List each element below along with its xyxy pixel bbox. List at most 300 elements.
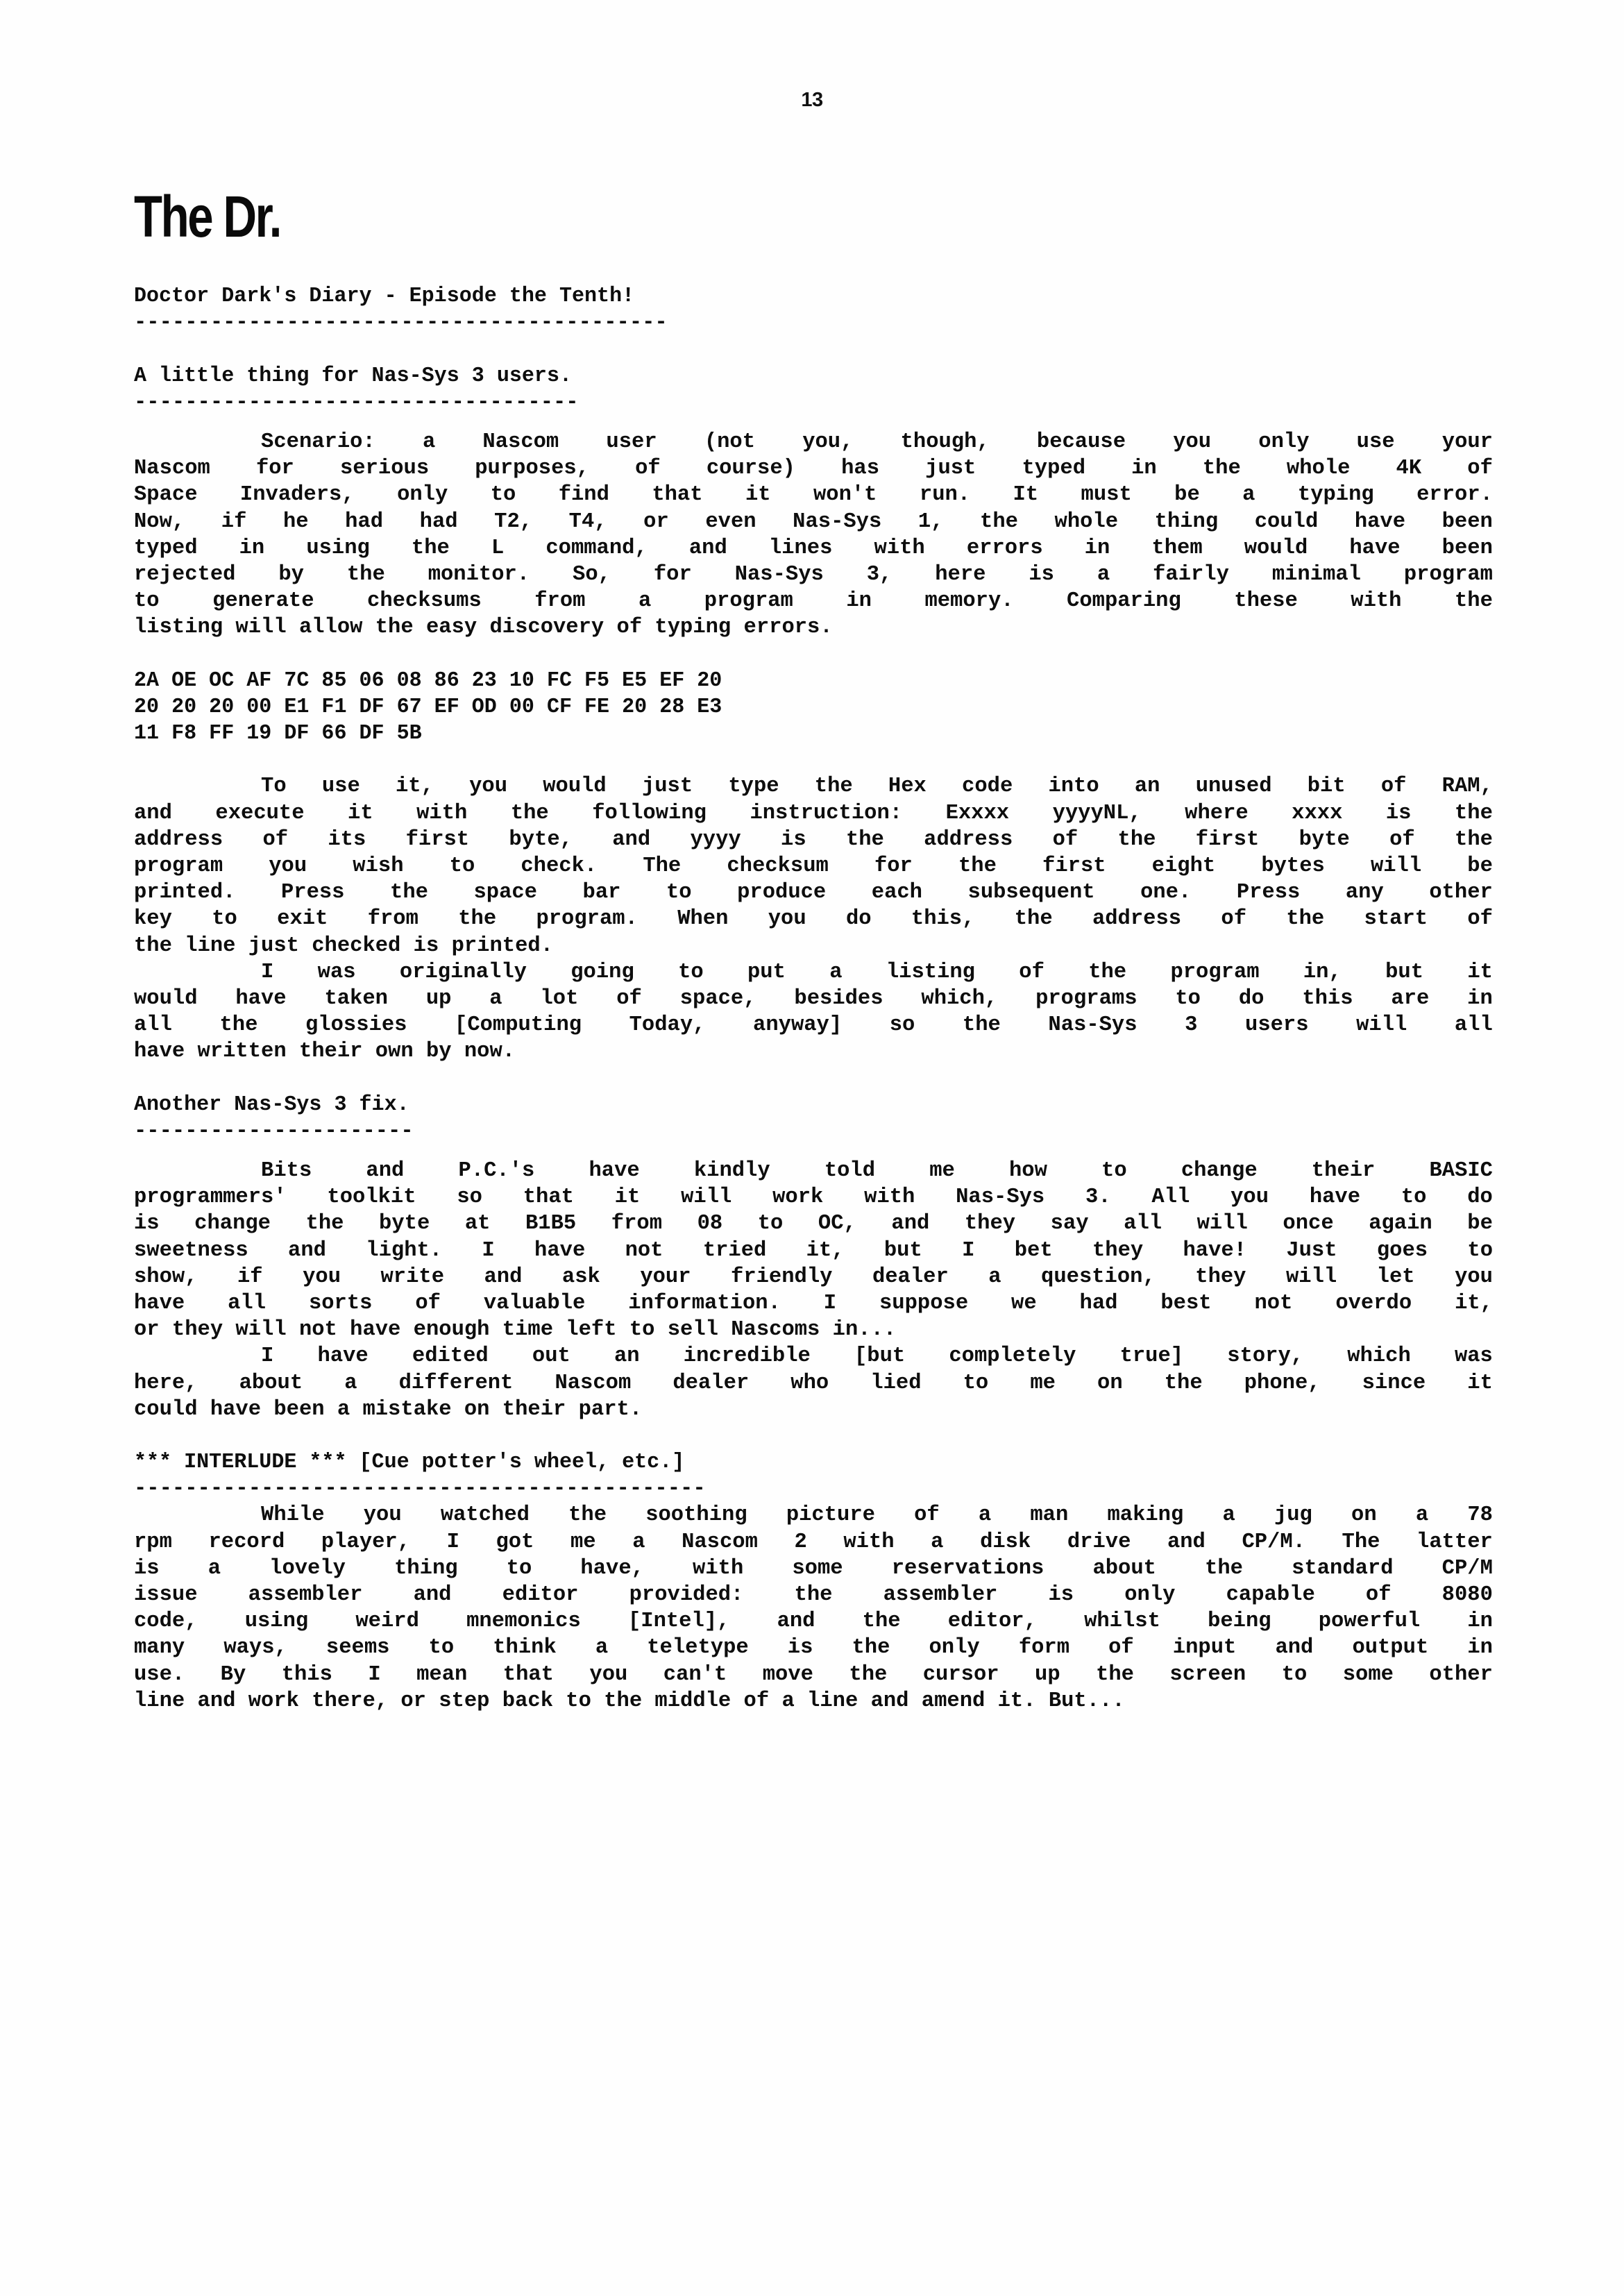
word: generate bbox=[212, 589, 314, 614]
text-line bbox=[134, 1608, 1493, 1635]
word: in bbox=[1084, 536, 1110, 560]
word: of bbox=[635, 457, 661, 481]
word: you bbox=[1230, 1185, 1269, 1210]
word: Nas-Sys bbox=[1048, 1013, 1137, 1038]
word: the bbox=[852, 1636, 890, 1660]
word: I bbox=[823, 1291, 837, 1315]
word: up bbox=[1035, 1662, 1060, 1687]
word: typed bbox=[134, 536, 198, 560]
word: is bbox=[1048, 1583, 1074, 1607]
word: first bbox=[1195, 827, 1260, 852]
word: a bbox=[1097, 562, 1110, 586]
text-line: or they will not have enough time left to sell Nascoms in... bbox=[134, 1318, 897, 1342]
word: To bbox=[134, 775, 287, 799]
word: RAM, bbox=[1441, 775, 1493, 799]
word: the bbox=[390, 881, 428, 905]
word: listing bbox=[886, 960, 975, 984]
word: command, bbox=[545, 536, 648, 560]
word: its bbox=[328, 827, 366, 852]
spacer bbox=[134, 1065, 1494, 1091]
word: space bbox=[473, 881, 537, 905]
word: program bbox=[1403, 562, 1493, 586]
word: you bbox=[1173, 430, 1212, 454]
word: it, bbox=[806, 1238, 845, 1263]
word: byte bbox=[379, 1212, 430, 1236]
word: key bbox=[134, 907, 172, 931]
word: Press bbox=[280, 881, 345, 905]
word: ask bbox=[561, 1265, 600, 1289]
word: thing bbox=[394, 1556, 458, 1580]
word: with bbox=[864, 1185, 915, 1210]
word: and bbox=[134, 801, 172, 825]
word: for bbox=[255, 457, 294, 481]
word: a bbox=[344, 1371, 357, 1395]
word: have bbox=[1354, 509, 1406, 534]
word: man bbox=[1030, 1503, 1069, 1528]
word: L bbox=[491, 536, 505, 560]
word: the bbox=[1117, 827, 1156, 852]
word: a bbox=[1242, 483, 1255, 507]
word: with bbox=[843, 1530, 895, 1554]
word: be bbox=[1467, 1212, 1493, 1236]
word: the bbox=[980, 509, 1018, 534]
word: valuable bbox=[483, 1291, 586, 1315]
word: you bbox=[269, 854, 307, 878]
word: would bbox=[134, 986, 198, 1011]
word: being bbox=[1208, 1610, 1271, 1634]
word: with bbox=[874, 536, 925, 560]
word: who bbox=[790, 1371, 829, 1395]
word: will bbox=[1356, 1013, 1407, 1038]
word: produce bbox=[737, 881, 827, 905]
word: bar bbox=[582, 881, 621, 905]
word: one. bbox=[1140, 881, 1192, 905]
word: me bbox=[929, 1159, 955, 1183]
word: phone, bbox=[1244, 1371, 1321, 1395]
word: how bbox=[1008, 1159, 1047, 1183]
word: work bbox=[772, 1185, 824, 1210]
word: in bbox=[846, 589, 872, 614]
word: in, bbox=[1303, 960, 1342, 984]
word: not bbox=[625, 1238, 663, 1263]
word: Scenario: bbox=[134, 430, 375, 454]
word: had bbox=[345, 509, 384, 534]
word: about bbox=[239, 1371, 303, 1395]
word: he bbox=[282, 509, 309, 534]
word: do bbox=[845, 907, 872, 931]
word: it bbox=[1467, 1371, 1493, 1395]
word: this, bbox=[911, 907, 975, 931]
text-line bbox=[134, 535, 1493, 562]
word: 2 bbox=[794, 1530, 807, 1554]
word: for bbox=[653, 562, 692, 586]
word: to bbox=[506, 1556, 532, 1580]
word: whole bbox=[1054, 509, 1119, 534]
spacer bbox=[134, 747, 1494, 773]
word: a bbox=[978, 1503, 992, 1528]
word: in bbox=[1131, 457, 1157, 481]
text-line bbox=[134, 1210, 1493, 1237]
word: disk bbox=[980, 1530, 1031, 1554]
word: and bbox=[891, 1212, 930, 1236]
word: picture bbox=[786, 1503, 875, 1528]
word: a bbox=[208, 1556, 221, 1580]
text-line bbox=[134, 853, 1493, 879]
word: where bbox=[1185, 801, 1249, 825]
word: serious bbox=[340, 457, 430, 481]
rule-under-heading3: --------------------------------------------- bbox=[134, 1477, 706, 1501]
word: and bbox=[688, 536, 727, 560]
word: jug bbox=[1274, 1503, 1312, 1528]
word: since bbox=[1362, 1371, 1426, 1395]
word: got bbox=[496, 1530, 534, 1554]
word: The bbox=[643, 854, 682, 878]
word: be bbox=[1174, 483, 1200, 507]
word: we bbox=[1011, 1291, 1037, 1315]
word: the bbox=[1088, 960, 1127, 984]
word: you bbox=[303, 1265, 341, 1289]
section-heading-nassys-tip: A little thing for Nas-Sys 3 users. bbox=[134, 364, 573, 388]
word: this bbox=[281, 1662, 332, 1687]
text-line bbox=[134, 1529, 1493, 1555]
word: Nascom bbox=[555, 1371, 632, 1395]
word: only bbox=[1124, 1583, 1176, 1607]
paragraph-usage bbox=[134, 773, 1494, 959]
word: instruction: bbox=[750, 801, 903, 825]
word: on bbox=[1351, 1503, 1377, 1528]
text-line bbox=[134, 1635, 1493, 1661]
word: the bbox=[845, 827, 884, 852]
word: the bbox=[219, 1013, 258, 1038]
word: been bbox=[1441, 536, 1493, 560]
word: (not bbox=[704, 430, 756, 454]
word: Comparing bbox=[1067, 589, 1181, 614]
word: must bbox=[1081, 483, 1132, 507]
word: all bbox=[1124, 1212, 1162, 1236]
word: the bbox=[1205, 1556, 1243, 1580]
word: Now, bbox=[134, 509, 185, 534]
word: monitor. bbox=[428, 562, 530, 586]
word: Exxxx bbox=[945, 801, 1010, 825]
word: and bbox=[413, 1583, 452, 1607]
word: it bbox=[745, 483, 771, 507]
word: execute bbox=[215, 801, 305, 825]
word: B1B5 bbox=[525, 1212, 577, 1236]
word: which, bbox=[921, 986, 998, 1011]
word: with bbox=[1351, 589, 1402, 614]
word: me bbox=[570, 1530, 596, 1554]
word: of bbox=[1467, 907, 1493, 931]
word: use. bbox=[134, 1662, 185, 1687]
word: different bbox=[398, 1371, 514, 1395]
word: of bbox=[1052, 827, 1079, 852]
word: the bbox=[1096, 1662, 1134, 1687]
word: show, bbox=[134, 1265, 198, 1289]
word: from bbox=[611, 1212, 662, 1236]
word: in bbox=[239, 536, 265, 560]
word: anyway] bbox=[753, 1013, 843, 1038]
word: into bbox=[1048, 775, 1099, 799]
word: taken bbox=[324, 986, 388, 1011]
word: 08 bbox=[697, 1212, 723, 1236]
word: program. bbox=[536, 907, 638, 931]
word: was bbox=[317, 960, 356, 984]
word: only bbox=[397, 483, 448, 507]
word: incredible bbox=[683, 1344, 811, 1369]
word: a bbox=[422, 430, 436, 454]
word: other bbox=[1429, 881, 1493, 905]
text-line: have written their own by now. bbox=[134, 1040, 516, 1064]
word: Bits bbox=[134, 1159, 312, 1183]
word: suppose bbox=[879, 1291, 969, 1315]
text-line bbox=[134, 879, 1493, 906]
word: write bbox=[380, 1265, 445, 1289]
word: watched bbox=[440, 1503, 530, 1528]
word: move bbox=[762, 1662, 813, 1687]
byline: Doctor Dark's Diary - Episode the Tenth! bbox=[134, 285, 635, 308]
text-line bbox=[134, 1290, 1493, 1317]
word: CP/M bbox=[1441, 1556, 1493, 1580]
word: though, bbox=[900, 430, 990, 454]
text-line: listing will allow the easy discovery of typing errors. bbox=[134, 616, 833, 640]
text-line bbox=[134, 1158, 1493, 1184]
word: Space bbox=[134, 483, 198, 507]
word: have bbox=[134, 1291, 185, 1315]
word: [Computing bbox=[455, 1013, 582, 1038]
word: I bbox=[134, 1344, 274, 1369]
word: have bbox=[317, 1344, 369, 1369]
word: Today, bbox=[629, 1013, 706, 1038]
word: and bbox=[484, 1265, 523, 1289]
text-line: line and work there, or step back to the middle of a line and amend it. But... bbox=[134, 1689, 1125, 1713]
word: to bbox=[757, 1212, 784, 1236]
spacer bbox=[134, 416, 1494, 429]
word: friendly bbox=[731, 1265, 833, 1289]
spacer bbox=[134, 1145, 1494, 1158]
word: have! bbox=[1183, 1238, 1247, 1263]
word: powerful bbox=[1318, 1610, 1421, 1634]
word: once bbox=[1283, 1212, 1334, 1236]
word: light. bbox=[366, 1238, 443, 1263]
word: OC, bbox=[818, 1212, 856, 1236]
word: each bbox=[871, 881, 922, 905]
word: overdo bbox=[1335, 1291, 1412, 1315]
word: programmers' bbox=[134, 1185, 287, 1210]
word: besides bbox=[794, 986, 883, 1011]
word: edited bbox=[412, 1344, 489, 1369]
word: in bbox=[1467, 986, 1493, 1011]
word: 3 bbox=[1185, 1013, 1198, 1038]
word: will bbox=[1196, 1212, 1248, 1236]
word: purposes, bbox=[475, 457, 589, 481]
word: of bbox=[1019, 960, 1044, 984]
text-line bbox=[134, 1555, 1493, 1582]
word: they bbox=[1092, 1238, 1144, 1263]
word: not bbox=[1254, 1291, 1293, 1315]
word: address bbox=[134, 827, 223, 852]
word: many bbox=[134, 1636, 185, 1660]
word: lied bbox=[870, 1371, 922, 1395]
word: will bbox=[1285, 1265, 1337, 1289]
word: lovely bbox=[269, 1556, 346, 1580]
rule-under-byline: ------------------------------------------ bbox=[134, 311, 668, 335]
word: been bbox=[1441, 509, 1493, 534]
word: Invaders, bbox=[239, 483, 355, 507]
word: unused bbox=[1195, 775, 1272, 799]
word: a bbox=[1415, 1503, 1429, 1528]
word: the bbox=[346, 562, 385, 586]
word: course) bbox=[706, 457, 795, 481]
word: from bbox=[534, 589, 586, 614]
word: dealer bbox=[872, 1265, 949, 1289]
word: will bbox=[1370, 854, 1422, 878]
word: a bbox=[595, 1636, 609, 1660]
word: with bbox=[416, 801, 468, 825]
word: 3, bbox=[866, 562, 893, 586]
word: [Intel], bbox=[627, 1610, 730, 1634]
word: these bbox=[1234, 589, 1298, 614]
rule-under-heading2: ---------------------- bbox=[134, 1119, 414, 1143]
spacer bbox=[134, 641, 1494, 667]
word: user bbox=[606, 430, 657, 454]
word: of bbox=[616, 986, 642, 1011]
word: fairly bbox=[1153, 562, 1229, 586]
word: address bbox=[924, 827, 1013, 852]
word: first bbox=[405, 827, 470, 852]
word: exit bbox=[277, 907, 328, 931]
word: glossies bbox=[305, 1013, 407, 1038]
word: mean bbox=[416, 1662, 468, 1687]
word: about bbox=[1092, 1556, 1156, 1580]
word: you bbox=[1455, 1265, 1493, 1289]
word: just bbox=[925, 457, 976, 481]
word: using bbox=[244, 1610, 309, 1634]
word: whole bbox=[1286, 457, 1351, 481]
word: only bbox=[929, 1636, 980, 1660]
word: start bbox=[1364, 907, 1428, 931]
word: I bbox=[962, 1238, 975, 1263]
word: [but bbox=[854, 1344, 906, 1369]
word: check. bbox=[521, 854, 598, 878]
word: lines bbox=[768, 536, 833, 560]
word: a bbox=[638, 589, 652, 614]
text-line bbox=[134, 1502, 1493, 1528]
word: you bbox=[768, 907, 806, 931]
word: say bbox=[1050, 1212, 1089, 1236]
word: programs bbox=[1035, 986, 1137, 1011]
word: story, bbox=[1227, 1344, 1304, 1369]
word: would bbox=[543, 775, 607, 799]
word: of bbox=[1380, 775, 1407, 799]
word: is bbox=[1385, 801, 1412, 825]
word: have bbox=[534, 1238, 586, 1263]
word: is bbox=[1029, 562, 1054, 586]
word: drive bbox=[1067, 1530, 1131, 1554]
word: typed bbox=[1022, 457, 1085, 481]
word: space, bbox=[679, 986, 756, 1011]
word: When bbox=[677, 907, 729, 931]
word: here, bbox=[134, 1371, 198, 1395]
word: rejected bbox=[134, 562, 236, 586]
word: all bbox=[228, 1291, 267, 1315]
word: of bbox=[262, 827, 289, 852]
word: some bbox=[792, 1556, 843, 1580]
word: the bbox=[1455, 827, 1493, 852]
word: me bbox=[1030, 1371, 1056, 1395]
word: to bbox=[1101, 1159, 1127, 1183]
word: it, bbox=[395, 775, 434, 799]
word: a bbox=[489, 986, 502, 1011]
word: sorts bbox=[308, 1291, 373, 1315]
word: 4K bbox=[1396, 457, 1422, 481]
rule-under-heading1: ----------------------------------- bbox=[134, 390, 579, 414]
word: their bbox=[1311, 1159, 1376, 1183]
word: to bbox=[1401, 1185, 1427, 1210]
word: you bbox=[469, 775, 508, 799]
word: the bbox=[305, 1212, 344, 1236]
text-line bbox=[134, 1012, 1493, 1038]
word: 3. bbox=[1085, 1185, 1111, 1210]
word: of bbox=[1389, 827, 1415, 852]
word: which bbox=[1347, 1344, 1411, 1369]
word: Nascom bbox=[482, 430, 559, 454]
word: Press bbox=[1236, 881, 1301, 905]
word: will bbox=[681, 1185, 732, 1210]
word: some bbox=[1342, 1662, 1394, 1687]
word: have bbox=[235, 986, 287, 1011]
word: if bbox=[237, 1265, 263, 1289]
word: this bbox=[1302, 986, 1353, 1011]
word: byte, bbox=[509, 827, 573, 852]
word: again bbox=[1369, 1212, 1432, 1236]
word: program bbox=[704, 589, 793, 614]
word: change bbox=[1181, 1159, 1258, 1183]
word: users bbox=[1245, 1013, 1309, 1038]
text-line bbox=[134, 1238, 1493, 1264]
word: to bbox=[449, 854, 475, 878]
article-body bbox=[134, 283, 1494, 1714]
word: code bbox=[962, 775, 1013, 799]
word: Nas-Sys bbox=[956, 1185, 1045, 1210]
word: have, bbox=[580, 1556, 644, 1580]
word: I bbox=[134, 960, 274, 984]
word: and bbox=[1275, 1636, 1314, 1660]
word: and bbox=[612, 827, 651, 852]
word: or bbox=[643, 509, 669, 534]
word: any bbox=[1345, 881, 1384, 905]
word: information. bbox=[628, 1291, 781, 1315]
word: the bbox=[814, 775, 853, 799]
word: yyyy bbox=[690, 827, 741, 852]
word: out bbox=[532, 1344, 570, 1369]
word: to bbox=[666, 881, 692, 905]
paragraph-toolkit-fix bbox=[134, 1158, 1494, 1343]
word: lot bbox=[540, 986, 579, 1011]
word: bit bbox=[1307, 775, 1346, 799]
word: your bbox=[640, 1265, 691, 1289]
hex-line: 20 20 20 00 E1 F1 DF 67 EF OD 00 CF FE 20 28 E3 bbox=[134, 695, 722, 719]
word: had bbox=[1079, 1291, 1118, 1315]
word: error. bbox=[1416, 483, 1493, 507]
word: CP/M. bbox=[1242, 1530, 1305, 1554]
word: to bbox=[678, 960, 704, 984]
text-line bbox=[134, 562, 1493, 588]
word: subsequent bbox=[967, 881, 1095, 905]
word: the bbox=[1164, 1371, 1203, 1395]
masthead-title: The Dr. bbox=[134, 184, 280, 249]
word: to bbox=[428, 1636, 455, 1660]
word: the bbox=[849, 1662, 888, 1687]
